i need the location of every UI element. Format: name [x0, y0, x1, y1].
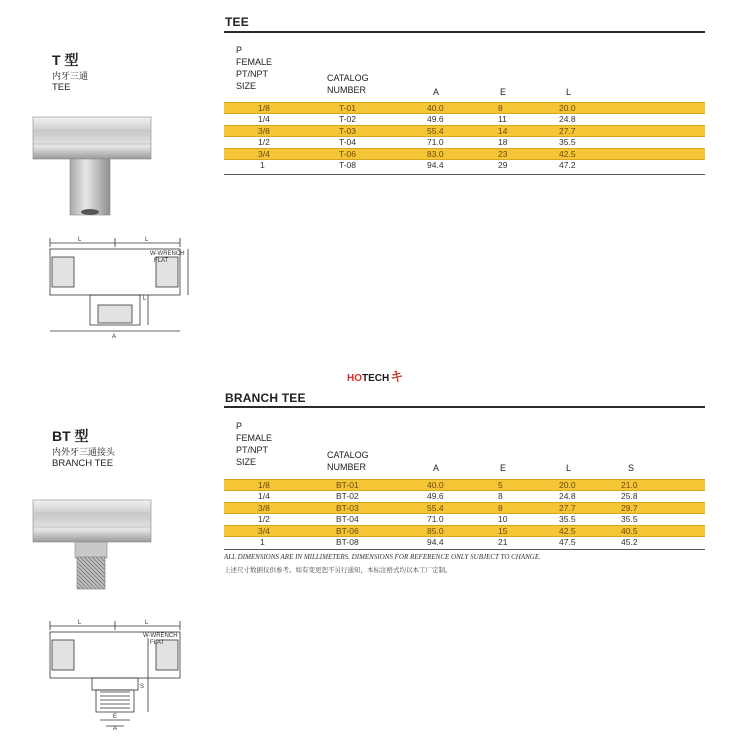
tee-cell-e: 18 — [498, 136, 508, 147]
table-row — [224, 125, 705, 137]
branch-tee-dimension-drawing — [40, 618, 200, 730]
tee-cell-a: 94.4 — [427, 159, 444, 170]
table-row — [224, 137, 705, 149]
tee-cell-e: 11 — [498, 113, 507, 124]
tee-cell-l: 47.2 — [559, 159, 576, 170]
tee-drawing-label-l2: L — [145, 237, 149, 243]
bt-cell-s: 25.8 — [621, 490, 638, 501]
bt-cell-e: 10 — [498, 513, 508, 524]
bt-cell-l: 24.8 — [559, 490, 576, 501]
tee-product-label — [52, 52, 88, 94]
tee-cell-catalog: T-06 — [339, 149, 357, 159]
tee-header-size-line2: FEMALE — [236, 57, 273, 67]
bt-cell-size: 3/4 — [258, 526, 270, 536]
bt-cell-s: 35.5 — [621, 513, 638, 524]
bt-cell-l: 20.0 — [559, 480, 576, 490]
tee-section-title: TEE — [225, 15, 249, 29]
bt-cell-s: 29.7 — [621, 503, 638, 513]
branch-tee-product-photo — [30, 495, 155, 595]
bt-cell-size: 3/8 — [258, 503, 270, 513]
branch-tee-header-l: L — [566, 463, 572, 473]
table-row — [224, 537, 705, 549]
bt-cell-a: 71.0 — [427, 513, 444, 524]
branch-tee-drawing-label-e: E — [113, 714, 118, 720]
tee-cell-l: 24.8 — [559, 113, 576, 124]
tee-cell-a: 40.0 — [427, 103, 444, 113]
branch-tee-header-catalog-line2: NUMBER — [327, 462, 367, 472]
table-row — [224, 525, 705, 537]
hotech-logo — [347, 366, 403, 385]
branch-tee-header-size-line1: P — [236, 421, 243, 431]
bt-cell-l: 47.5 — [559, 536, 576, 547]
bt-cell-size: 1/2 — [258, 513, 270, 524]
bt-cell-a: 40.0 — [427, 480, 444, 490]
bt-cell-s: 21.0 — [621, 480, 638, 490]
table-row — [224, 479, 705, 491]
branch-tee-table-bottom-rule — [224, 549, 705, 550]
tee-header-size-line3: PT/NPT — [236, 69, 269, 79]
table-row — [224, 160, 705, 172]
bt-cell-e: 15 — [498, 526, 508, 536]
bt-cell-catalog: BT-06 — [336, 526, 359, 536]
tee-cell-a: 49.6 — [427, 113, 444, 124]
bt-cell-e: 8 — [498, 490, 503, 501]
branch-tee-product-label — [52, 428, 115, 470]
branch-tee-drawing-label-l1: L — [78, 620, 82, 626]
branch-tee-product-code: BT 型 — [52, 428, 89, 444]
logo-ho: HO — [347, 373, 362, 384]
tee-product-photo — [30, 112, 155, 217]
tee-header-l: L — [566, 87, 572, 97]
logo-tech: TECH — [362, 373, 390, 384]
bt-cell-size: 1/4 — [258, 490, 270, 501]
tee-header-e: E — [500, 87, 507, 97]
table-row — [224, 114, 705, 126]
tee-cell-catalog: T-08 — [339, 159, 357, 170]
tee-drawing-label-l3: L — [143, 296, 147, 302]
tee-drawing-label-a: A — [112, 334, 117, 340]
tee-cell-catalog: T-04 — [339, 136, 357, 147]
tee-cell-catalog: T-01 — [339, 103, 357, 113]
tee-cell-a: 83.0 — [427, 149, 444, 159]
branch-tee-section-title: BRANCH TEE — [225, 391, 306, 405]
tee-cell-size: 1/4 — [258, 113, 270, 124]
tee-drawing-label-flat: FLAT — [154, 258, 169, 264]
tee-cell-size: 1 — [260, 159, 265, 170]
bt-cell-catalog: BT-04 — [336, 513, 359, 524]
branch-tee-section-rule — [224, 406, 705, 408]
table-row — [224, 502, 705, 514]
branch-tee-product-cn: 内外牙三通接头 — [52, 447, 116, 457]
branch-tee-product-en: BRANCH TEE — [52, 458, 114, 469]
bt-cell-catalog: BT-03 — [336, 503, 359, 513]
tee-cell-l: 42.5 — [559, 149, 576, 159]
tee-header-catalog — [327, 72, 369, 96]
dimensions-note-cn: 上述尺寸数据仅供参考。如有变更恕不另行通知，本标注格式均以本工厂定制。 — [224, 567, 452, 574]
tee-cell-size: 3/8 — [258, 126, 270, 136]
branch-tee-drawing-label-flat: FLAT — [150, 640, 165, 646]
branch-tee-header-size-line4: SIZE — [236, 457, 257, 467]
bt-cell-size: 1 — [260, 536, 265, 547]
tee-cell-catalog: T-03 — [339, 126, 357, 136]
table-row — [224, 102, 705, 114]
branch-tee-header-catalog — [327, 449, 369, 473]
branch-tee-header-a: A — [433, 463, 440, 473]
tee-product-en: TEE — [52, 82, 71, 93]
branch-tee-header-catalog-line1: CATALOG — [327, 450, 369, 460]
tee-header-size — [236, 44, 272, 92]
bt-cell-a: 85.0 — [427, 526, 444, 536]
tee-cell-e: 23 — [498, 149, 508, 159]
tee-header-size-line1: P — [236, 45, 243, 55]
bt-cell-l: 35.5 — [559, 513, 576, 524]
tee-table-bottom-rule — [224, 174, 705, 175]
bt-cell-l: 27.7 — [559, 503, 576, 513]
tee-cell-e: 14 — [498, 126, 508, 136]
logo-mark-icon: キ — [390, 369, 404, 384]
branch-tee-drawing-label-s: S — [140, 684, 145, 690]
tee-header-catalog-line2: NUMBER — [327, 85, 367, 95]
branch-tee-header-s: S — [628, 463, 635, 473]
tee-drawing-label-l1: L — [78, 237, 82, 243]
table-row — [224, 491, 705, 503]
tee-product-code: T 型 — [52, 52, 79, 68]
bt-cell-a: 94.4 — [427, 536, 444, 547]
bt-cell-size: 1/8 — [258, 480, 270, 490]
tee-product-cn: 内牙三通 — [52, 71, 89, 81]
bt-cell-catalog: BT-08 — [336, 536, 359, 547]
bt-cell-e: 21 — [498, 536, 508, 547]
branch-tee-header-e: E — [500, 463, 507, 473]
branch-tee-drawing-label-wrench: W-WRENCH — [143, 633, 178, 639]
tee-data-table — [224, 102, 705, 171]
bt-cell-l: 42.5 — [559, 526, 576, 536]
branch-tee-drawing-label-l2: L — [145, 620, 149, 626]
bt-cell-s: 45.2 — [621, 536, 638, 547]
bt-cell-catalog: BT-01 — [336, 480, 359, 490]
bt-cell-s: 40.5 — [621, 526, 638, 536]
tee-header-size-line4: SIZE — [236, 81, 257, 91]
tee-header-a: A — [433, 87, 440, 97]
branch-tee-drawing-label-a: A — [113, 726, 118, 730]
tee-cell-a: 55.4 — [427, 126, 444, 136]
tee-cell-e: 29 — [498, 159, 508, 170]
branch-tee-data-table — [224, 479, 705, 548]
tee-cell-l: 27.7 — [559, 126, 576, 136]
tee-cell-size: 1/8 — [258, 103, 270, 113]
tee-header-catalog-line1: CATALOG — [327, 73, 369, 83]
bt-cell-catalog: BT-02 — [336, 490, 359, 501]
tee-cell-e: 8 — [498, 103, 503, 113]
tee-cell-size: 3/4 — [258, 149, 270, 159]
bt-cell-e: 5 — [498, 480, 503, 490]
branch-tee-header-size-line3: PT/NPT — [236, 445, 269, 455]
tee-cell-l: 35.5 — [559, 136, 576, 147]
bt-cell-a: 55.4 — [427, 503, 444, 513]
tee-cell-l: 20.0 — [559, 103, 576, 113]
branch-tee-header-size — [236, 420, 272, 468]
tee-cell-catalog: T-02 — [339, 113, 357, 124]
tee-cell-a: 71.0 — [427, 136, 444, 147]
tee-section-rule — [224, 31, 705, 33]
tee-dimension-drawing — [40, 235, 200, 340]
table-row — [224, 148, 705, 160]
branch-tee-header-size-line2: FEMALE — [236, 433, 273, 443]
bt-cell-e: 8 — [498, 503, 503, 513]
table-row — [224, 514, 705, 526]
tee-cell-size: 1/2 — [258, 136, 270, 147]
bt-cell-a: 49.6 — [427, 490, 444, 501]
dimensions-note-en: ALL DIMENSIONS ARE IN MILLIMETERS. DIMENSIONS FOR REFERENCE ONLY SUBJECT TO CHANGE. — [224, 553, 541, 561]
tee-drawing-label-wrench: W-WRENCH — [150, 251, 185, 257]
